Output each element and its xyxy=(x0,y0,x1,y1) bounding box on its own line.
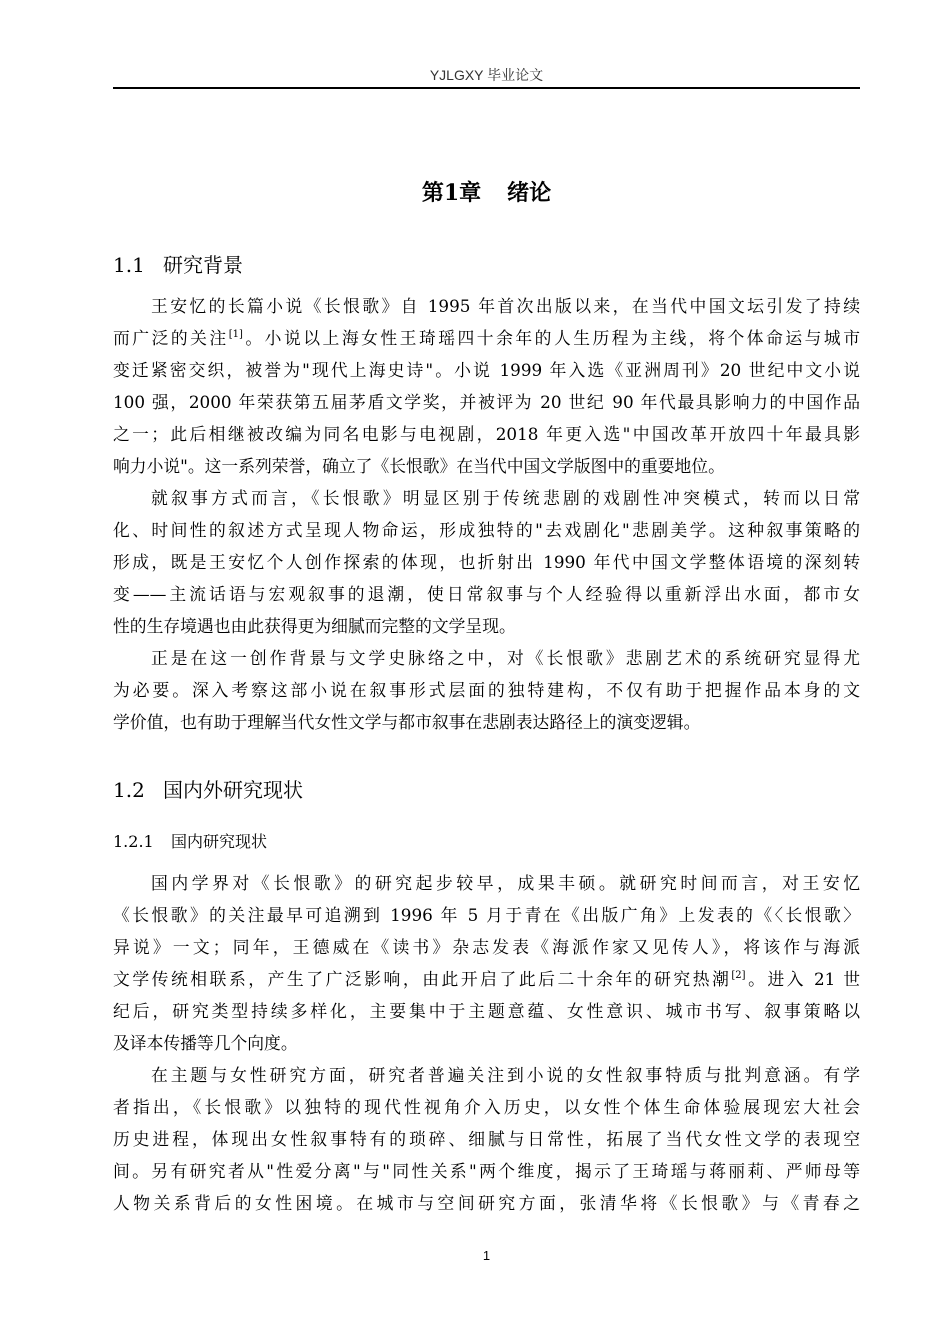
paragraph xyxy=(113,867,860,1059)
paragraph xyxy=(113,482,860,642)
subsection-heading-1-2-1 xyxy=(113,830,267,854)
text-line: 历史进程，体现出女性叙事特有的琐碎、细腻与日常性，拓展了当代女性文学的表现空 xyxy=(113,1129,860,1149)
text-line: 形成，既是王安忆个人创作探索的体现，也折射出 1990 年代中国文学整体语境的深刻转 xyxy=(113,552,860,572)
page-number: 1 xyxy=(482,1248,491,1263)
text-line: 正是在这一创作背景与文学史脉络之中，对《长恨歌》悲剧艺术的系统研究显得尤 xyxy=(151,648,860,668)
text-line: 响力小说"。这一系列荣誉，确立了《长恨歌》在当代中国文学版图中的重要地位。 xyxy=(113,456,725,476)
chapter-title xyxy=(113,178,860,208)
section-heading-1-2 xyxy=(113,776,303,804)
section-number: 1.1 xyxy=(113,253,145,277)
citation-ref[interactable]: [2] xyxy=(731,970,746,981)
text-line: 为必要。深入考察这部小说在叙事形式层面的独特建构，不仅有助于把握作品本身的文 xyxy=(113,680,860,700)
text-line: 化、时间性的叙述方式呈现人物命运，形成独特的"去戏剧化"悲剧美学。这种叙事策略的 xyxy=(113,520,860,540)
paragraph xyxy=(113,1059,860,1219)
section-title: 研究背景 xyxy=(163,253,243,277)
section-heading-1-1 xyxy=(113,251,243,279)
text-run: 文学传统相联系，产生了广泛影响，由此开启了此后二十余年的研究热潮 xyxy=(113,969,732,989)
text-line: 就叙事方式而言，《长恨歌》明显区别于传统悲剧的戏剧性冲突模式，转而以日常 xyxy=(151,488,860,508)
text-run: 而广泛的关注 xyxy=(113,328,229,348)
text-line: 者指出，《长恨歌》以独特的现代性视角介入历史，以女性个体生命体验展现宏大社会 xyxy=(113,1097,860,1117)
text-line: 国内学界对《长恨歌》的研究起步较早，成果丰硕。就研究时间而言，对王安忆 xyxy=(151,873,860,893)
paragraph xyxy=(113,290,860,482)
text-line: 异说》一文；同年，王德威在《读书》杂志发表《海派作家又见传人》，将该作与海派 xyxy=(113,937,860,957)
text-line: 间。另有研究者从"性爱分离"与"同性关系"两个维度，揭示了王琦瑶与蒋丽莉、严师母等 xyxy=(113,1161,860,1181)
text-line: 王安忆的长篇小说《长恨歌》自 1995 年首次出版以来，在当代中国文坛引发了持续 xyxy=(151,296,860,316)
text-line xyxy=(113,963,860,995)
text-line: 在主题与女性研究方面，研究者普遍关注到小说的女性叙事特质与批判意涵。有学 xyxy=(151,1065,860,1085)
section-title: 国内外研究现状 xyxy=(163,778,303,802)
header-rule xyxy=(113,87,860,89)
text-line: 性的生存境遇也由此获得更为细腻而完整的文学呈现。 xyxy=(113,616,516,636)
chapter-number: 第1章 xyxy=(421,180,482,206)
text-line: 及译本传播等几个向度。 xyxy=(113,1033,298,1053)
citation-ref[interactable]: [1] xyxy=(228,329,243,340)
chapter-name: 绪论 xyxy=(507,180,552,206)
text-line: 100 强，2000 年荣获第五届茅盾文学奖，并被评为 20 世纪 90 年代最具影响力的中国作品 xyxy=(113,392,860,412)
text-line: 变——主流话语与宏观叙事的退潮，使日常叙事与个人经验得以重新浮出水面，都市女 xyxy=(113,584,860,604)
text-line: 《长恨歌》的关注最早可追溯到 1996 年 5 月于青在《出版广角》上发表的《〈长恨歌〉 xyxy=(113,905,860,925)
subsection-title: 国内研究现状 xyxy=(171,832,268,851)
text-line: 变迁紧密交织，被誉为"现代上海史诗"。小说 1999 年入选《亚洲周刊》20 世纪中文小说 xyxy=(113,360,860,380)
section-number: 1.2 xyxy=(113,778,145,802)
text-run: 。进入 21 世 xyxy=(745,969,860,989)
text-line: 学价值，也有助于理解当代女性文学与都市叙事在悲剧表达路径上的演变逻辑。 xyxy=(113,712,701,732)
text-line: 人物关系背后的女性困境。在城市与空间研究方面，张清华将《长恨歌》与《青春之 xyxy=(113,1193,860,1213)
text-line xyxy=(113,322,860,354)
running-header: YJLGXY 毕业论文 xyxy=(429,67,544,83)
text-run: 。小说以上海女性王琦瑶四十余年的人生历程为主线，将个体命运与城市 xyxy=(242,328,860,348)
paragraph xyxy=(113,642,860,738)
subsection-number: 1.2.1 xyxy=(113,832,154,851)
text-line: 纪后，研究类型持续多样化，主要集中于主题意蕴、女性意识、城市书写、叙事策略以 xyxy=(113,1001,860,1021)
text-line: 之一；此后相继被改编为同名电影与电视剧，2018 年更入选"中国改革开放四十年最具影 xyxy=(113,424,860,444)
